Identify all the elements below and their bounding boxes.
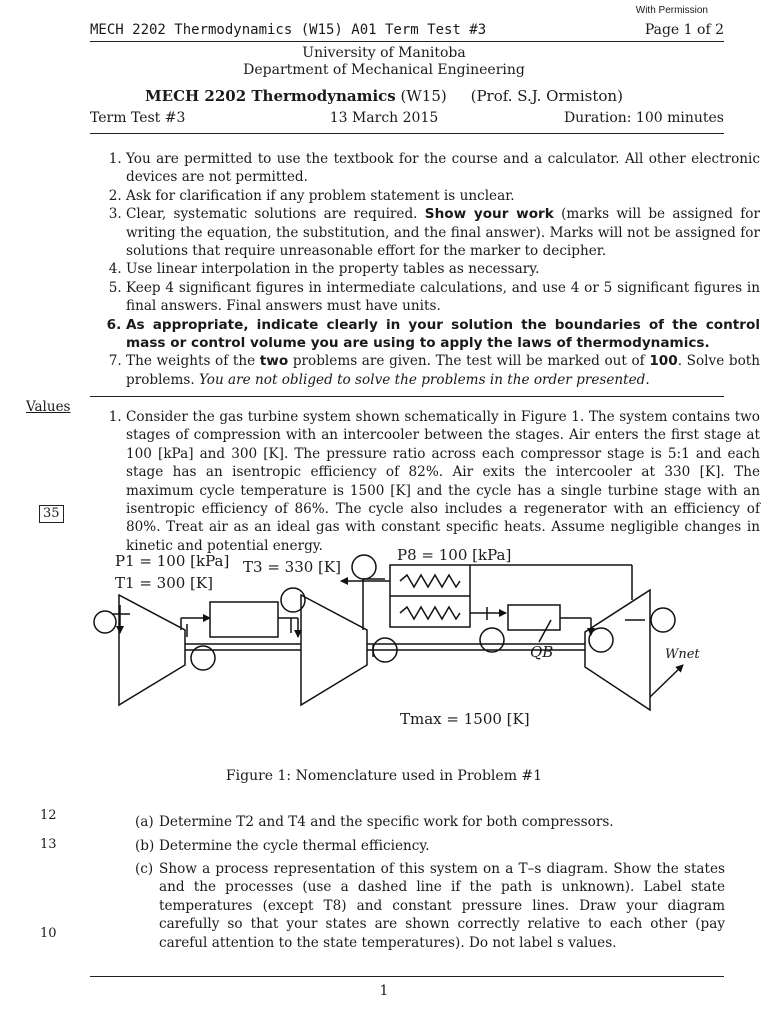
university-name: University of Manitoba [302, 45, 466, 61]
instruction-item [126, 205, 760, 260]
instruction-item: 1. You are permitted to use the textbook for the course and a calculator. All other electronic devices are not permitted. [126, 150, 760, 187]
running-header-page: Page 1 of 2 [644, 22, 724, 38]
course-name: MECH 2202 Thermodynamics [145, 87, 396, 105]
instruction-emphasis: 100 [649, 353, 678, 370]
part-mark: 10 [40, 926, 57, 941]
part-a [135, 813, 725, 831]
running-header-title: MECH 2202 Thermodynamics (W15) A01 Term Test #3 [90, 22, 487, 38]
permission-note: With Permission [635, 5, 708, 16]
instruction-text: problems are given. The test will be marked out of [288, 353, 650, 370]
values-column-label: Values [26, 399, 71, 415]
compressor-1 [119, 595, 185, 705]
part-text: Show a process representation of this system on a T–s diagram. Show the states and the processes (use a dashed line if the path is unknown). Label state temperatures (except T8) and constant pressure lines. Draw your diagram carefully so that your states are shown correctly relative to each other (pay careful attention to the state temperatures). Do not label s values. [159, 861, 725, 951]
test-name: Term Test #3 [90, 110, 186, 126]
label-t3: T3 = 330 [K] [243, 558, 341, 576]
label-p8: P8 = 100 [kPa] [397, 546, 512, 564]
part-text: Determine T2 and T4 and the specific work for both compressors. [159, 814, 614, 830]
test-date: 13 March 2015 [329, 110, 439, 126]
combustor [508, 605, 560, 630]
compressor-2 [301, 595, 367, 705]
label-tmax: Tmax = 1500 [K] [400, 710, 530, 728]
state-5-node [480, 628, 504, 652]
part-c [135, 860, 725, 952]
part-mark: 12 [40, 808, 57, 823]
instructions-list [90, 150, 760, 389]
instruction-text: (marks will be assigned for writing the equation, the substitution, and the final answer). Marks will not be assigned for solutions that require unreasonable effort for the marker to decipher. [126, 206, 760, 260]
header-rule [90, 41, 724, 42]
instruction-text: . Solve both problems. [126, 353, 760, 388]
label-p1: P1 = 100 [kPa] [115, 552, 230, 570]
part-label: (a) [135, 814, 154, 830]
problem-list [90, 408, 760, 555]
professor: (Prof. S.J. Ormiston) [470, 87, 623, 105]
instruction-item: 2. Ask for clarification if any problem statement is unclear. [126, 187, 760, 205]
figure-caption: Figure 1: Nomenclature used in Problem #1 [225, 768, 543, 784]
department-name: Department of Mechanical Engineering [243, 62, 525, 78]
part-label: (c) [135, 861, 154, 877]
instruction-item: 6. As appropriate, indicate clearly in your solution the boundaries of the control mass or control volume you are using to apply the laws of thermodynamics. [126, 316, 760, 353]
instruction-emphasis: Show your work [424, 206, 554, 223]
page-number: 1 [379, 983, 389, 999]
instruction-emphasis: two [259, 353, 289, 370]
part-mark: 13 [40, 837, 57, 852]
test-duration: Duration: 100 minutes [563, 110, 724, 126]
instructions-rule [90, 396, 724, 397]
problem-statement: 1. Consider the gas turbine system shown schematically in Figure 1. The system contains two stages of compression with an intercooler between the stages. Air enters the first stage at 100 [kPa] and 300 [K]. The pressure ratio across each compressor stage is 5:1 and each stage has an isentropic efficiency of 82%. Air exits the intercooler at 330 [K]. The maximum cycle temperature is 1500 [K] and the cycle has a single turbine stage with an isentropic efficiency of 86%. The cycle also includes a regenerator with an efficiency of 80%. Treat air as an ideal gas with constant specific heats. Assume negligible changes in kinetic and potential energy. [126, 408, 760, 555]
state-8-node [352, 555, 376, 579]
part-label: (b) [135, 838, 155, 854]
part-text: Determine the cycle thermal efficiency. [159, 838, 430, 854]
gas-turbine-schematic [85, 545, 700, 745]
state-7-node [651, 608, 675, 632]
instruction-text: Clear, systematic solutions are required. [126, 206, 425, 223]
part-b [135, 837, 725, 855]
problem-weight-box: 35 [39, 505, 64, 523]
label-wnet: Wnet [665, 647, 700, 662]
course-term: (W15) [400, 87, 447, 105]
label-t1: T1 = 300 [K] [115, 574, 213, 592]
intercooler [210, 602, 278, 637]
footer-rule [90, 976, 724, 977]
course-title [0, 87, 768, 105]
instruction-italic: You are not obliged to solve the problems in the order presented. [199, 371, 650, 388]
instruction-text: The weights of the [126, 353, 260, 370]
instruction-item [126, 352, 760, 389]
title-rule [90, 133, 724, 134]
label-qb: QB [530, 643, 554, 661]
instruction-item: 5. Keep 4 significant figures in intermediate calculations, and use 4 or 5 significant figures in final answers. Final answers must have units. [126, 279, 760, 316]
instruction-item: 4. Use linear interpolation in the property tables as necessary. [126, 260, 760, 278]
